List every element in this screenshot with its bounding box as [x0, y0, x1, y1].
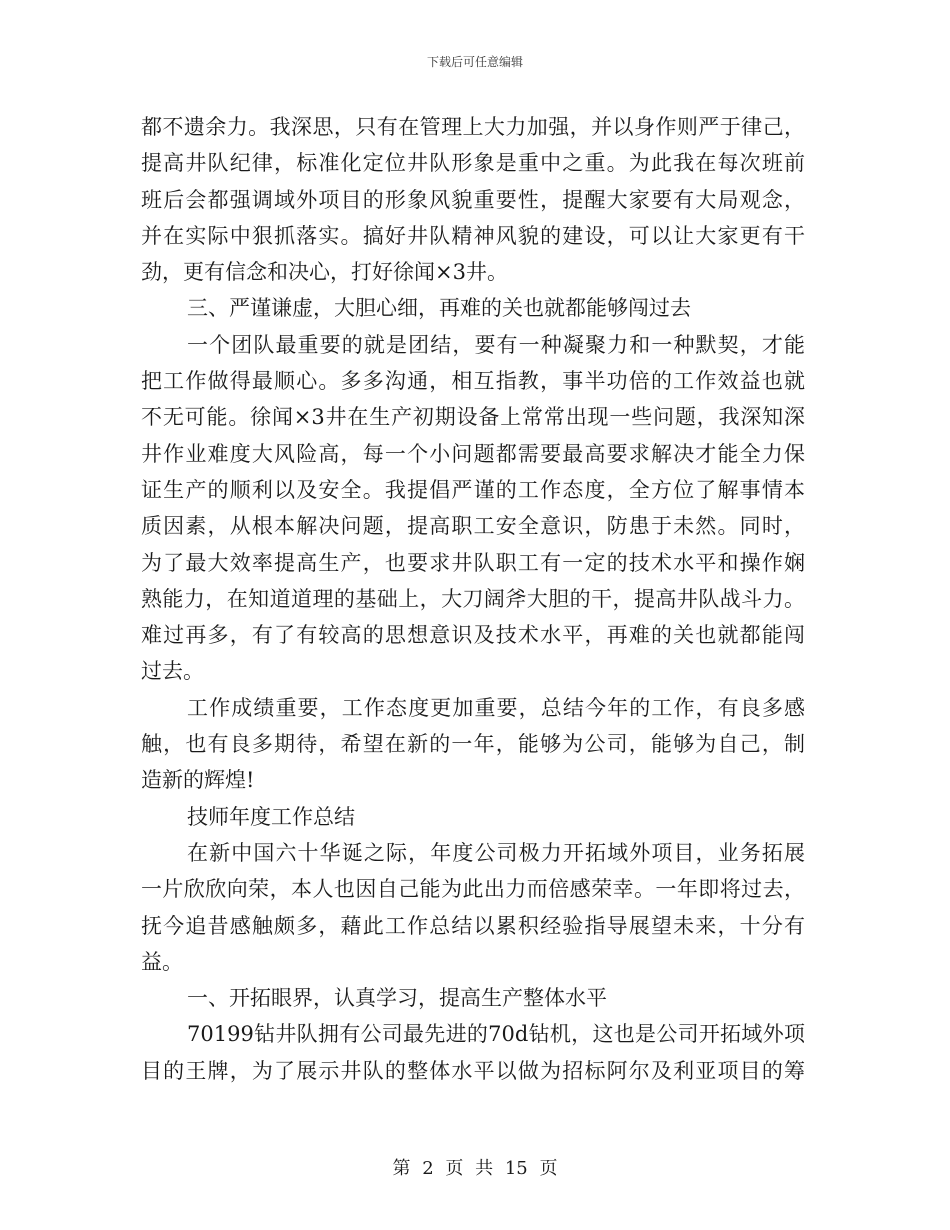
text-line: 工作成绩重要，工作态度更加重要，总结今年的工作，有良多感 [187, 695, 805, 720]
text-line: 质因素，从根本解决问题，提高职工安全意识，防患于未然。同时， [141, 514, 805, 539]
text-line: 把工作做得最顺心。多多沟通，相互指教，事半功倍的工作效益也就 [141, 369, 805, 394]
text-line: 一、开拓眼界，认真学习，提高生产整体水平 [187, 986, 607, 1011]
text-line: 技师年度工作总结 [187, 804, 355, 829]
text-line: 益。 [141, 949, 183, 974]
text-line: 为了最大效率提高生产，也要求井队职工有一定的技术水平和操作娴 [141, 550, 805, 575]
text-line: 提高井队纪律，标准化定位井队形象是重中之重。为此我在每次班前 [141, 151, 805, 176]
text-line: 抚今追昔感触颇多，藉此工作总结以累积经验指导展望未来，十分有 [141, 913, 805, 938]
text-line: 劲，更有信念和决心，打好徐闻×3井。 [141, 260, 508, 285]
text-line: 班后会都强调域外项目的形象风貌重要性，提醒大家要有大局观念， [141, 187, 805, 212]
text-line: 并在实际中狠抓落实。搞好井队精神风貌的建设，可以让大家更有干 [141, 223, 805, 248]
text-line: 70199钻井队拥有公司最先进的70d钻机，这也是公司开拓域外项 [187, 1022, 805, 1047]
document-body [141, 109, 805, 1089]
text-line: 触，也有良多期待，希望在新的一年，能够为公司，能够为自己，制 [141, 732, 805, 757]
text-line: 证生产的顺利以及安全。我提倡严谨的工作态度，全方位了解事情本 [141, 477, 805, 502]
text-line: 一片欣欣向荣，本人也因自己能为此出力而倍感荣幸。一年即将过去， [141, 877, 805, 902]
text-line: 一个团队最重要的就是团结，要有一种凝聚力和一种默契，才能 [187, 332, 805, 357]
text-line: 目的王牌，为了展示井队的整体水平以做为招标阿尔及利亚项目的筹 [141, 1058, 805, 1083]
text-line: 在新中国六十华诞之际，年度公司极力开拓域外项目，业务拓展 [187, 840, 805, 865]
text-line: 不无可能。徐闻×3井在生产初期设备上常常出现一些问题，我深知深 [141, 405, 805, 430]
text-line: 三、严谨谦虚，大胆心细，再难的关也就都能够闯过去 [187, 296, 691, 321]
text-line: 造新的辉煌! [141, 768, 255, 793]
text-line: 难过再多，有了有较高的思想意识及技术水平，再难的关也就都能闯 [141, 623, 805, 648]
text-line: 过去。 [141, 659, 204, 684]
page-footer: 第 2 页 共 15 页 [392, 1158, 558, 1179]
text-line: 井作业难度大风险高，每一个小问题都需要最高要求解决才能全力保 [141, 441, 805, 466]
text-line: 熟能力，在知道道理的基础上，大刀阔斧大胆的干，提高井队战斗力。 [141, 586, 805, 611]
text-line: 都不遗余力。我深思，只有在管理上大力加强，并以身作则严于律己， [141, 115, 805, 139]
page-header: 下载后可任意编辑 [426, 55, 523, 69]
